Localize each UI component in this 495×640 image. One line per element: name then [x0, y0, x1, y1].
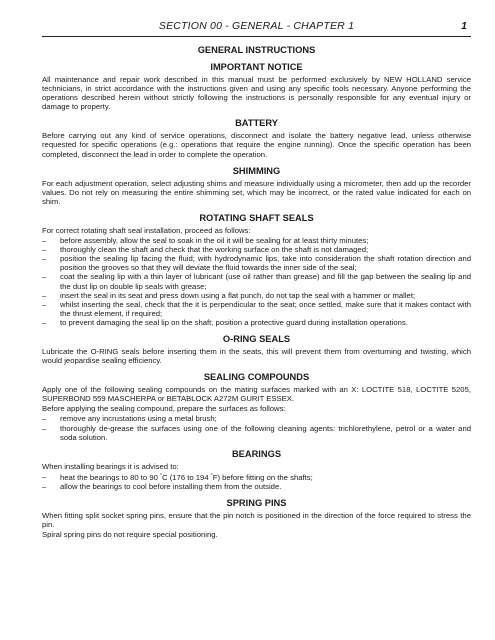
list-item	[42, 472, 471, 482]
bearings-item1-b: C (176 to 194	[162, 472, 211, 482]
page-header	[42, 20, 471, 34]
bearings-item1-a: heat the bearings to 80 to 90	[60, 472, 161, 482]
list-item: – thoroughly clean the shaft and check that the working surface on the shaft is not damaged;	[42, 245, 471, 254]
list-item: – to prevent damaging the seal lip on the shaft, position a protective guard during installation operations.	[42, 318, 471, 327]
list-item: – allow the bearings to cool before installing them from the outside.	[42, 482, 471, 491]
spring-pins-text-2: Spiral spring pins do not require special positioning.	[42, 530, 218, 540]
section-bearings	[42, 449, 471, 491]
header-title: SECTION 00 - GENERAL - CHAPTER 1	[158, 20, 355, 32]
bearings-intro: When installing bearings it is advised to:	[42, 461, 179, 471]
list-item: – whilst inserting the seal, check that the it is perpendicular to the seat; once settled, make sure that it makes contact with the thrust element, if required;	[42, 300, 471, 318]
rotating-shaft-seals-intro: For correct rotating shaft seal installation, proceed as follows:	[42, 225, 251, 235]
sealing-compounds-intro: Before applying the sealing compound, prepare the surfaces as follows:	[42, 404, 286, 414]
o-ring-seals-text: Lubricate the O-RING seals before inserting them in the seats, this will prevent them from overturning and twisting, which would jeopardise sealing efficiency.	[42, 346, 471, 366]
heading-o-ring-seals: O-RING SEALS	[222, 333, 291, 344]
list-item: – position the sealing lip facing the fluid; with hydrodynamic lips, take into consideration the shaft rotation direction and position the grooves so that they will deviate the fluid towards the inner side of the seal;	[42, 254, 471, 272]
rotating-shaft-seals-list	[42, 236, 471, 327]
list-item: – insert the seal in its seat and press down using a flat punch, do not tap the seal with a hammer or mallet;	[42, 291, 471, 300]
shimming-text: For each adjustment operation, select adjusting shims and measure individually using a micrometer, then add up the recorder values. Do not rely on measuring the entire shimming set, which may be incorrect, or the rated value indicated for each on shim.	[42, 178, 471, 206]
heading-bearings: BEARINGS	[231, 448, 282, 459]
list-item: – thoroughly de-grease the surfaces using one of the following cleaning agents: trichlorethylene, petrol or a water and soda solution.	[42, 424, 471, 442]
page-number: 1	[461, 20, 467, 32]
list-item: – coat the sealing lip with a thin layer of lubricant (use oil rather than grease) and fill the gap between the sealing lip and the dust lip on double lip seals with grease;	[42, 272, 471, 290]
section-sealing-compounds	[42, 372, 471, 442]
heading-shimming: SHIMMING	[232, 165, 281, 176]
sealing-compounds-text: Apply one of the following sealing compounds on the mating surfaces marked with an X: LOCTITE 518, LOCTITE 5205, SUPERBOND 559 MASCHERPA or BETABLOCK A272M GURIT ESSEX.	[42, 385, 471, 404]
sealing-compounds-list	[42, 414, 471, 441]
important-notice-text: All maintenance and repair work described in this manual must be performed exclusively by NEW HOLLAND service technicians, in strict accordance with the instructions given and using any specific tools necessary. Anyone performing the operations described herein without strictly following the instructions is personally responsible for any eventual injury or damage to property.	[42, 75, 471, 112]
degree-sign: °	[160, 472, 163, 479]
battery-text: Before carrying out any kind of service operations, disconnect and isolate the battery negative lead, unless otherwise requested for specific operations (e.g.: operations that require the engine running). Once the specific operation has been completed, disconnect the lead in order to complete the operation.	[42, 131, 471, 159]
section-spring-pins	[42, 498, 471, 539]
spring-pins-text-1: When fitting split socket spring pins, ensure that the pin notch is positioned in the direction of the force required to stress the pin.	[42, 511, 471, 530]
list-item: – before assembly, allow the seal to soak in the oil it will be sealing for at least thirty minutes;	[42, 236, 471, 245]
section-shimming	[42, 166, 471, 206]
heading-important-notice: IMPORTANT NOTICE	[210, 62, 303, 72]
section-important-notice	[42, 62, 471, 111]
degree-sign: °	[210, 472, 213, 479]
heading-rotating-shaft-seals: ROTATING SHAFT SEALS	[199, 212, 314, 223]
section-battery	[42, 118, 471, 158]
header-rule	[42, 36, 471, 37]
section-rotating-shaft-seals	[42, 213, 471, 327]
heading-sealing-compounds: SEALING COMPOUNDS	[203, 372, 310, 383]
list-item: – remove any incrustations using a metal brush;	[42, 414, 471, 423]
bearings-item1-c: F) before fitting on the shafts;	[212, 472, 313, 482]
heading-battery: BATTERY	[235, 118, 278, 129]
heading-spring-pins: SPRING PINS	[226, 498, 287, 508]
doc-title: GENERAL INSTRUCTIONS	[197, 45, 316, 55]
bearings-list	[42, 472, 471, 491]
section-o-ring-seals	[42, 334, 471, 365]
